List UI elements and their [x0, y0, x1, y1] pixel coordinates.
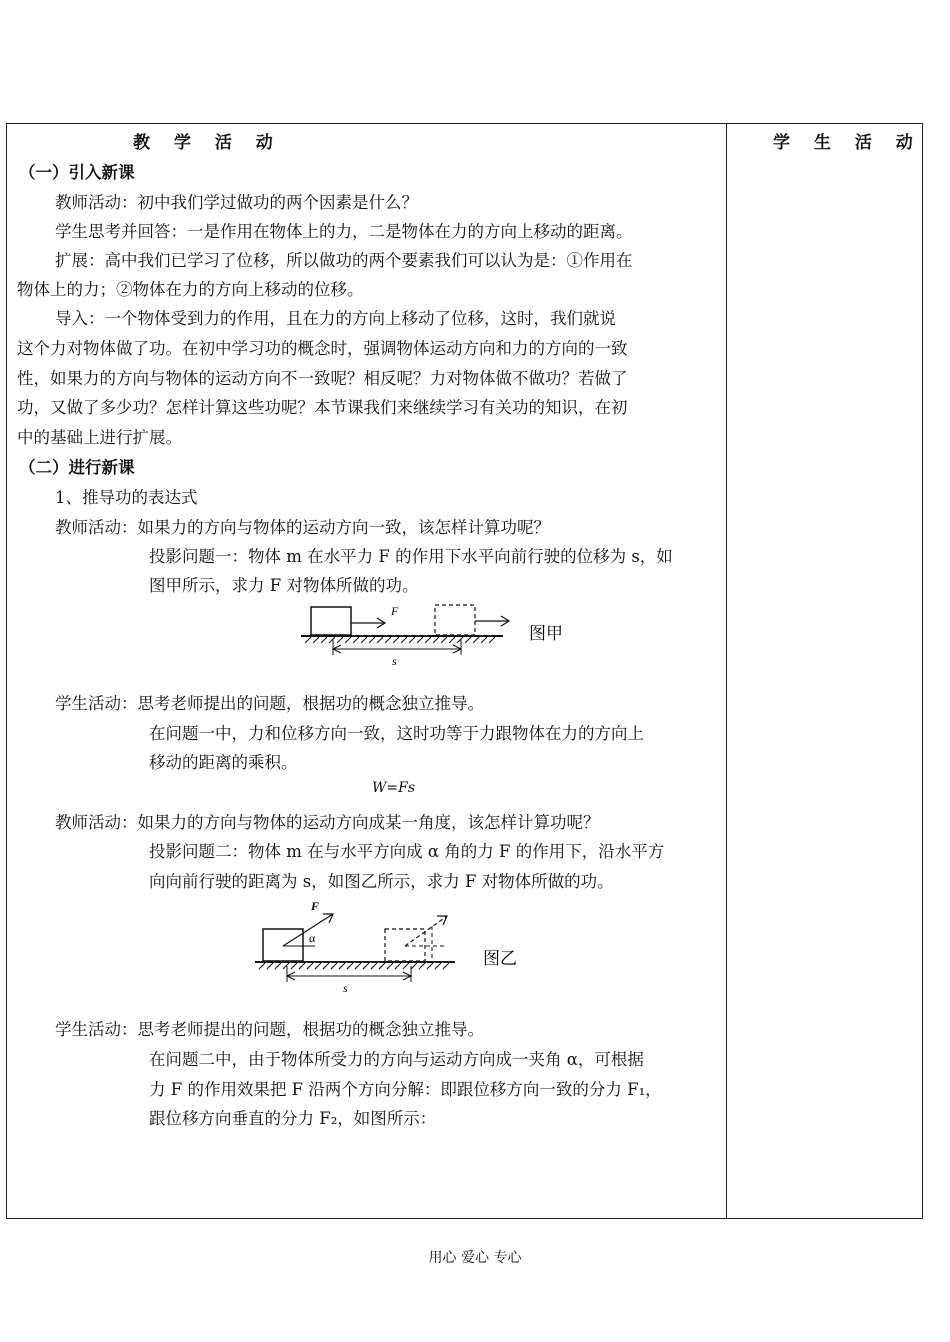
paragraph-line: 扩展：高中我们已学习了位移，所以做功的两个要素我们可以认为是：①作用在: [55, 251, 633, 270]
figure-yi-diagram: [243, 896, 543, 996]
paragraph-line: 在问题一中，力和位移方向一致，这时功等于力跟物体在力的方向上: [149, 724, 644, 743]
paragraph-line: 这个力对物体做了功。在初中学习功的概念时，强调物体运动方向和力的方向的一致: [17, 339, 628, 358]
paragraph-line: 性，如果力的方向与物体的运动方向不一致呢？相反呢？力对物体做不做功？若做了: [17, 369, 628, 388]
figure-yi-caption: 图乙: [483, 949, 517, 969]
paragraph-line: 教师活动：如果力的方向与物体的运动方向成某一角度，该怎样计算功呢？: [55, 813, 600, 832]
student-activity-header: 学 生 活 动: [773, 133, 922, 153]
teacher-activity-header: 教 学 活 动: [133, 133, 282, 153]
paragraph-line: 中的基础上进行扩展。: [17, 428, 182, 447]
page-footer: 用心 爱心 专心: [428, 1250, 522, 1266]
section-heading-new-lesson: （二）进行新课: [19, 458, 135, 477]
paragraph-line: 物体上的力；②物体在力的方向上移动的位移。: [17, 280, 364, 299]
paragraph-line: 向向前行驶的距离为 s，如图乙所示，求力 F 对物体所做的功。: [149, 872, 614, 891]
displacement-label: s: [392, 654, 397, 668]
formula-w-fs: W=Fs: [372, 780, 416, 796]
column-divider: [726, 124, 727, 1218]
section-heading-intro: （一）引入新课: [19, 163, 135, 182]
paragraph-line: 在问题二中，由于物体所受力的方向与运动方向成一夹角 α，可根据: [149, 1050, 644, 1069]
paragraph-line: 功，又做了多少功？怎样计算这些功呢？本节课我们来继续学习有关功的知识，在初: [17, 398, 628, 417]
displacement-label: s: [343, 981, 348, 995]
paragraph-line: 图甲所示，求力 F 对物体所做的功。: [149, 576, 419, 595]
paragraph-line: 教师活动：如果力的方向与物体的运动方向一致，该怎样计算功呢？: [55, 518, 550, 537]
paragraph-line: 教师活动：初中我们学过做功的两个因素是什么？: [55, 193, 418, 212]
paragraph-line: 跟位移方向垂直的分力 F₂，如图所示：: [149, 1109, 437, 1128]
paragraph-line: 学生思考并回答：一是作用在物体上的力，二是物体在力的方向上移动的距离。: [55, 222, 633, 241]
force-label: F: [311, 899, 320, 913]
lesson-table: [6, 123, 923, 1219]
angle-label: α: [309, 931, 316, 945]
paragraph-line: 投影问题二：物体 m 在与水平方向成 α 角的力 F 的作用下，沿水平方: [149, 842, 665, 861]
paragraph-line: 导入：一个物体受到力的作用，且在力的方向上移动了位移，这时，我们就说: [55, 309, 616, 328]
force-label: F: [391, 604, 399, 618]
paragraph-line: 学生活动：思考老师提出的问题，根据功的概念独立推导。: [55, 694, 484, 713]
paragraph-line: 投影问题一：物体 m 在水平力 F 的作用下水平向前行驶的位移为 s，如: [149, 547, 673, 566]
paragraph-line: 移动的距离的乘积。: [149, 753, 298, 772]
subsection-heading: 1、推导功的表达式: [55, 488, 198, 507]
paragraph-line: 力 F 的作用效果把 F 沿两个方向分解：即跟位移方向一致的分力 F₁，: [149, 1080, 662, 1099]
figure-jia-diagram: [293, 599, 593, 679]
paragraph-line: 学生活动：思考老师提出的问题，根据功的概念独立推导。: [55, 1020, 484, 1039]
figure-jia-caption: 图甲: [529, 624, 563, 644]
